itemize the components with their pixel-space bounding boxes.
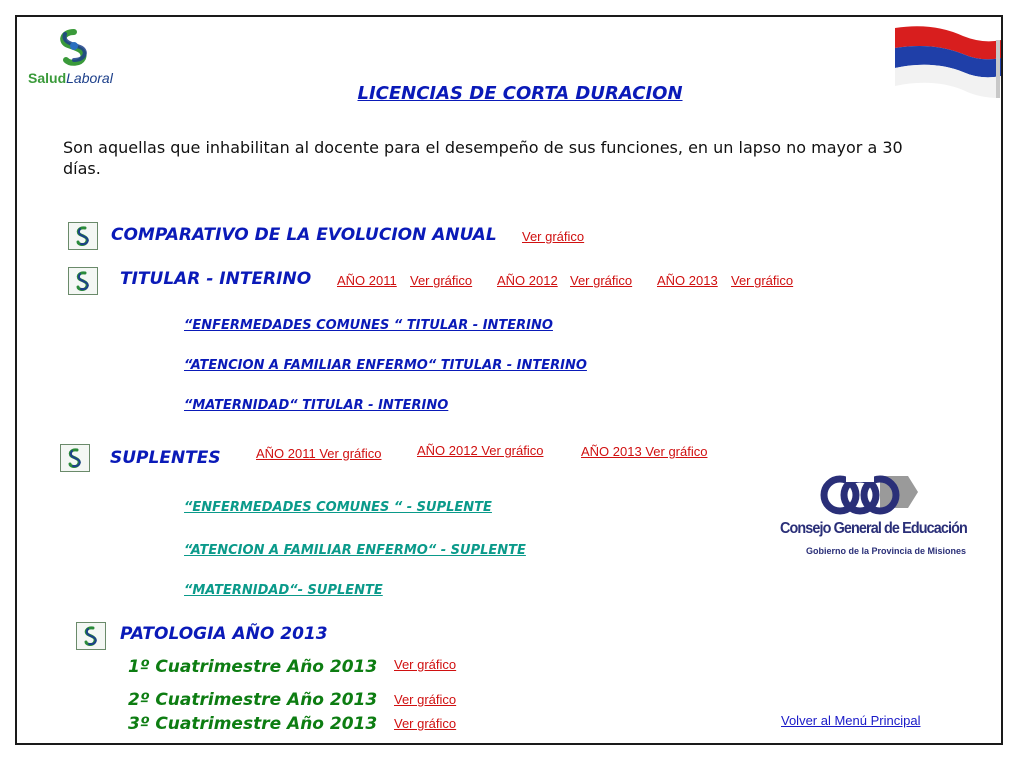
titular-graph-2012-link[interactable]: Ver gráfico (570, 273, 633, 288)
titular-maternidad-link[interactable]: “MATERNIDAD“ TITULAR - INTERINO (184, 398, 449, 413)
suplentes-bullet[interactable] (60, 444, 90, 472)
cuatrimestre-3-label: 3º Cuatrimestre Año 2013 (128, 714, 378, 734)
cuatrimestre-3-graph-link[interactable]: Ver gráfico (394, 716, 457, 731)
swirl-icon (78, 624, 104, 648)
logo-text-laboral: Laboral (66, 70, 113, 86)
swirl-icon (70, 269, 96, 293)
cuatrimestre-2-label: 2º Cuatrimestre Año 2013 (128, 690, 378, 710)
cuatrimestre-2-graph-link[interactable]: Ver gráfico (394, 692, 457, 707)
cuatrimestre-1-graph-link[interactable]: Ver gráfico (394, 657, 457, 672)
titular-graph-2011-link[interactable]: Ver gráfico (410, 273, 473, 288)
suplente-maternidad-link[interactable]: “MATERNIDAD“- SUPLENTE (184, 583, 383, 598)
titular-year-2011-link[interactable]: AÑO 2011 (337, 273, 397, 288)
cuatrimestre-1-label: 1º Cuatrimestre Año 2013 (128, 657, 378, 677)
swirl-icon (70, 224, 96, 248)
page-title: LICENCIAS DE CORTA DURACION (357, 83, 683, 104)
cge-logo (780, 470, 967, 566)
suplentes-2012-link[interactable]: AÑO 2012 Ver gráfico (417, 443, 544, 458)
suplente-familiar-link[interactable]: “ATENCION A FAMILIAR ENFERMO“ - SUPLENTE (184, 543, 526, 558)
titular-heading: TITULAR - INTERINO (120, 269, 312, 289)
comparativo-graph-link[interactable]: Ver gráfico (522, 229, 585, 244)
cge-subtitle: Gobierno de la Provincia de Misiones (806, 546, 967, 556)
titular-year-2012-link[interactable]: AÑO 2012 (497, 273, 558, 288)
titular-enfermedades-link[interactable]: “ENFERMEDADES COMUNES “ TITULAR - INTERINO (184, 318, 553, 333)
titular-familiar-link[interactable]: “ATENCION A FAMILIAR ENFERMO“ TITULAR - INTERINO (184, 358, 587, 373)
cge-emblem-icon (780, 470, 964, 520)
logo-text-salud: Salud (28, 70, 67, 86)
suplentes-heading: SUPLENTES (110, 448, 221, 468)
patologia-bullet[interactable] (76, 622, 106, 650)
swirl-icon (62, 446, 88, 470)
intro-text: Son aquellas que inhabilitan al docente para el desempeño de sus funciones, en un lapso no mayor a 30 días. (63, 138, 903, 178)
suplente-enfermedades-link[interactable]: “ENFERMEDADES COMUNES “ - SUPLENTE (184, 500, 492, 515)
titular-year-2013-link[interactable]: AÑO 2013 (657, 273, 718, 288)
suplentes-2011-link[interactable]: AÑO 2011 Ver gráfico (256, 446, 382, 461)
comparativo-heading: COMPARATIVO DE LA EVOLUCION ANUAL (111, 225, 497, 245)
salud-laboral-logo (26, 26, 122, 90)
titular-bullet[interactable] (68, 267, 98, 295)
back-to-menu-link[interactable]: Volver al Menú Principal (781, 713, 921, 728)
logo-swirl-icon (26, 26, 122, 66)
suplentes-2013-link[interactable]: AÑO 2013 Ver gráfico (581, 444, 708, 459)
cge-name: Consejo General de Educación (780, 520, 967, 537)
titular-graph-2013-link[interactable]: Ver gráfico (731, 273, 794, 288)
patologia-heading: PATOLOGIA AÑO 2013 (120, 624, 328, 644)
comparativo-bullet[interactable] (68, 222, 98, 250)
